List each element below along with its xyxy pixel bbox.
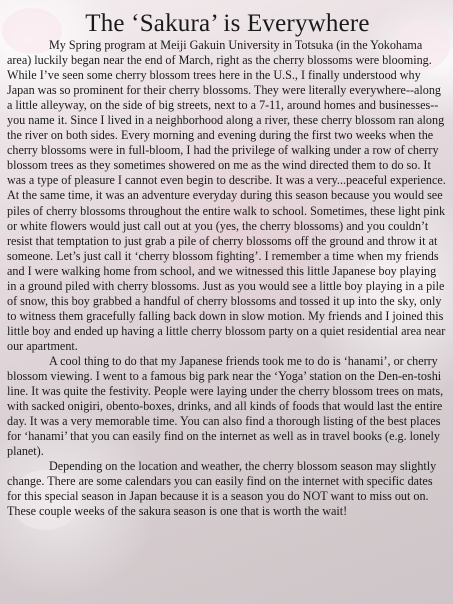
article-paragraph: Depending on the location and weather, the cherry blossom season may slightly change. There are some calendars you can easily find on the internet with specific dates for this special season in Japan because it is a season you do NOT want to miss out on. These couple weeks of the sakura season is one that is worth the wait! [7,459,437,519]
article-paragraph: A cool thing to do that my Japanese friends took me to do is ‘hanami’, or cherry blossom viewing. I went to a famous big park near the ‘Yoga’ station on the Den-en-toshi line. It was quite the festivity. People were laying under the cherry blossom trees on mats, with sacked onigiri, obento-boxes, drinks, and all kinds of foods that would last the entire day. It was a very memorable time. You can also find a thorough listing of the best places for ‘hanami’ that you can easily find on the internet as well as in travel books (e.g. lonely planet). [7,353,444,459]
article-paragraph: My Spring program at Meiji Gakuin University in Totsuka (in the Yokohama area) luckily began near the end of March, right as the cherry blossoms were blooming. While I’ve seen some cherry blossom trees here in the U.S., I finally understood why Japan was so prominent for their cherry blossoms. They were literally everywhere--along a little alleyway, on the side of big streets, next to a 7-11, around homes and businesses--you name it. Since I lived in a neighborhood along a river, these cherry blossom ran along the river on both sides. Every morning and evening during the first two weeks when the cherry blossoms were in full-bloom, I had the privilege of walking under a row of cherry blossom trees as they sometimes showered on me as the wind directed them to do so. It was a type of pleasure I cannot even begin to describe. It was a very...peaceful experience. At the same time, it was an adventure everyday during this season because you would see piles of cherry blossoms throughout the entire walk to school. Sometimes, these light pink or white flowers would just call out at you (yes, the cherry blossoms) and you couldn’t resist that temptation to just grab a pile of cherry blossoms off the ground and throw it at someone. Let’s just call it ‘cherry blossom fighting’. I remember a time when my friends and I were walking home from school, and we witnessed this little Japanese boy playing in a ground piled with cherry blossoms. Just as you would see a little boy playing in a pile of snow, this boy grabbed a handful of cherry blossoms and tossed it up into the sky, only to witness them gracefully falling back down in slow motion. My friends and I joined this little boy and ended up having a little cherry blossom party on a quiet residential area near our apartment. [7,38,446,353]
article-title: The ‘Sakura’ is Everywhere [85,10,370,37]
article [7,10,448,520]
